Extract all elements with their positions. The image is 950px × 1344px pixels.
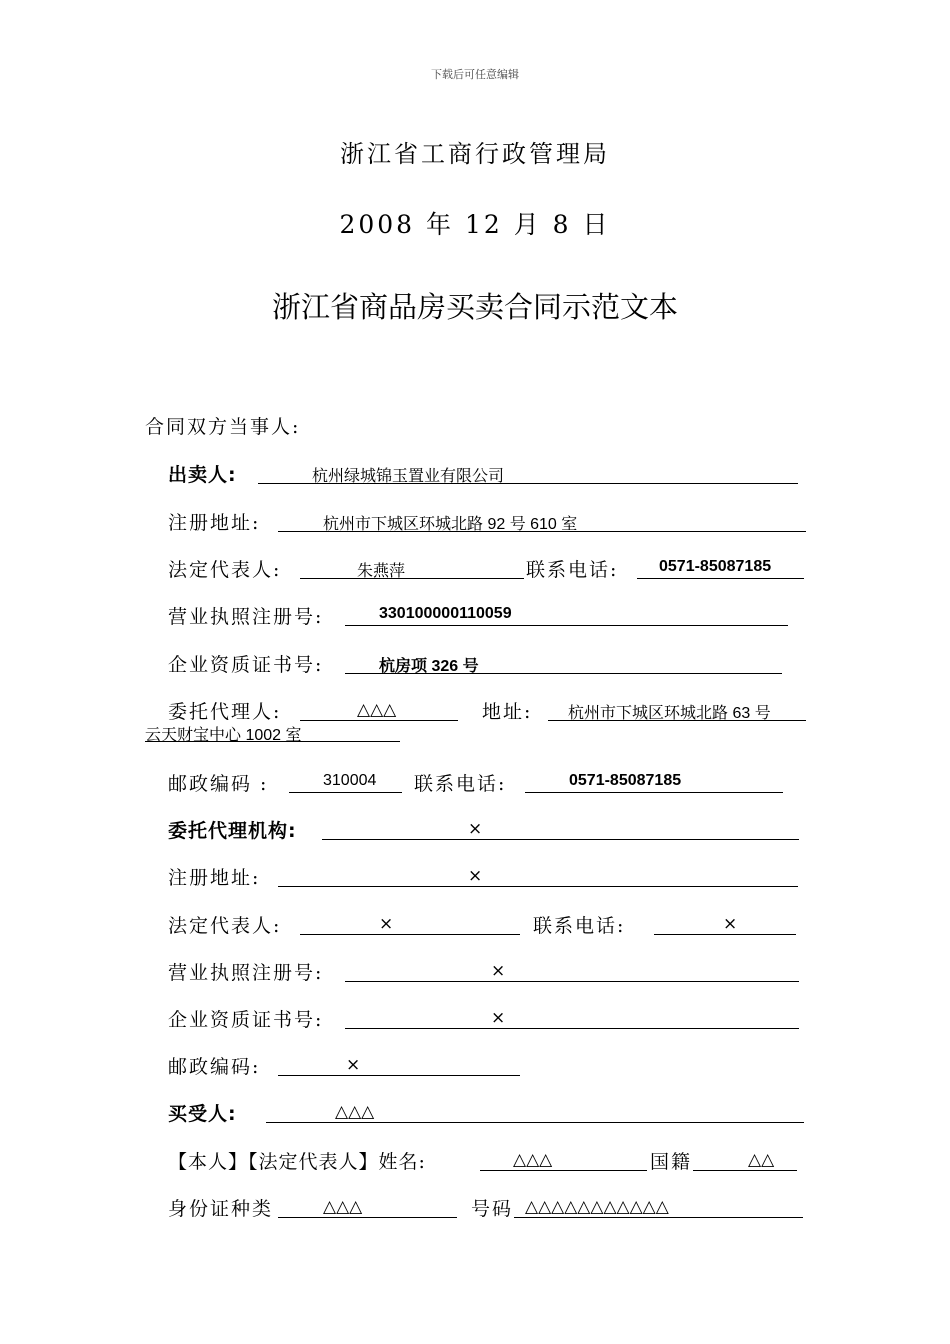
seller-phone: 0571-85087185 xyxy=(659,558,772,575)
buyer-id-type-field xyxy=(278,1195,457,1218)
agency-qualification: × xyxy=(491,1008,506,1028)
issue-date: 2008 年 12 月 8 日 xyxy=(339,210,611,239)
buyer-name-field xyxy=(480,1148,647,1171)
agency-label: 委托代理机构: xyxy=(168,820,297,842)
buyer-id-number-label: 号码 xyxy=(471,1198,514,1220)
agency-reg-address-field xyxy=(278,864,798,887)
agency-reg-address-label: 注册地址: xyxy=(168,867,261,889)
agency-legal-rep-label: 法定代表人: xyxy=(168,915,282,937)
buyer-nationality-field xyxy=(693,1148,797,1171)
document-title: 浙江省商品房买卖合同示范文本 xyxy=(271,290,678,324)
seller-legal-rep: 朱燕萍 xyxy=(357,563,406,580)
agency-postcode-field xyxy=(278,1053,520,1076)
agency-reg-address: × xyxy=(468,866,483,886)
agency-qualification-label: 企业资质证书号: xyxy=(168,1009,324,1031)
buyer-name-label: 【本人】【法定代表人】姓名: xyxy=(168,1151,426,1173)
agency-phone-label: 联系电话: xyxy=(533,915,626,937)
agency-phone: × xyxy=(723,914,738,934)
seller-license: 330100000110059 xyxy=(379,605,512,622)
seller-qualification-label: 企业资质证书号: xyxy=(168,654,324,676)
seller-postcode: 310004 xyxy=(323,772,377,789)
seller-legal-rep-field xyxy=(300,556,524,579)
agency-field xyxy=(322,817,799,840)
seller-agent: △△△ xyxy=(357,700,397,720)
seller-reg-address-label: 注册地址: xyxy=(168,512,261,534)
seller-agent-label: 委托代理人: xyxy=(168,701,282,723)
buyer-id-number: △△△△△△△△△△△ xyxy=(525,1197,669,1217)
seller-qualification: 杭房项 326 号 xyxy=(379,658,479,675)
buyer-name: △△△ xyxy=(513,1150,553,1170)
header-note: 下载后可任意编辑 xyxy=(431,68,519,81)
agency-license-field xyxy=(345,959,799,982)
seller-phone-label: 联系电话: xyxy=(526,559,619,581)
org-title: 浙江省工商行政管理局 xyxy=(340,140,610,168)
seller-license-label: 营业执照注册号: xyxy=(168,606,324,628)
seller-agent-phone-label: 联系电话: xyxy=(414,773,507,795)
agency-value: × xyxy=(468,819,483,839)
agency-license-label: 营业执照注册号: xyxy=(168,962,324,984)
agency-postcode-label: 邮政编码: xyxy=(168,1056,261,1078)
seller-agent-phone: 0571-85087185 xyxy=(569,772,682,789)
agency-postcode: × xyxy=(346,1055,361,1075)
agency-legal-rep: × xyxy=(379,914,394,934)
seller-agent-address-2: 云天财宝中心 1002 室 xyxy=(145,727,302,744)
seller-postcode-label: 邮政编码 : xyxy=(168,773,269,795)
seller-reg-address: 杭州市下城区环城北路 92 号 610 室 xyxy=(323,516,578,533)
agency-legal-rep-field xyxy=(300,912,520,935)
buyer-id-type-label: 身份证种类 xyxy=(168,1198,274,1220)
seller-agent-address-label: 地址: xyxy=(482,701,533,723)
seller-value: 杭州绿城锦玉置业有限公司 xyxy=(312,468,505,485)
agency-license: × xyxy=(491,961,506,981)
buyer-nationality-label: 国籍 xyxy=(650,1151,693,1173)
seller-legal-rep-label: 法定代表人: xyxy=(168,559,282,581)
seller-agent-address-1: 杭州市下城区环城北路 63 号 xyxy=(568,705,771,722)
seller-label: 出卖人: xyxy=(168,464,237,486)
parties-heading: 合同双方当事人: xyxy=(145,416,301,438)
agency-qualification-field xyxy=(345,1006,799,1029)
buyer-id-type: △△△ xyxy=(323,1197,363,1217)
buyer-label: 买受人: xyxy=(168,1103,237,1125)
buyer-value: △△△ xyxy=(335,1102,375,1122)
buyer-nationality: △△ xyxy=(748,1150,775,1170)
